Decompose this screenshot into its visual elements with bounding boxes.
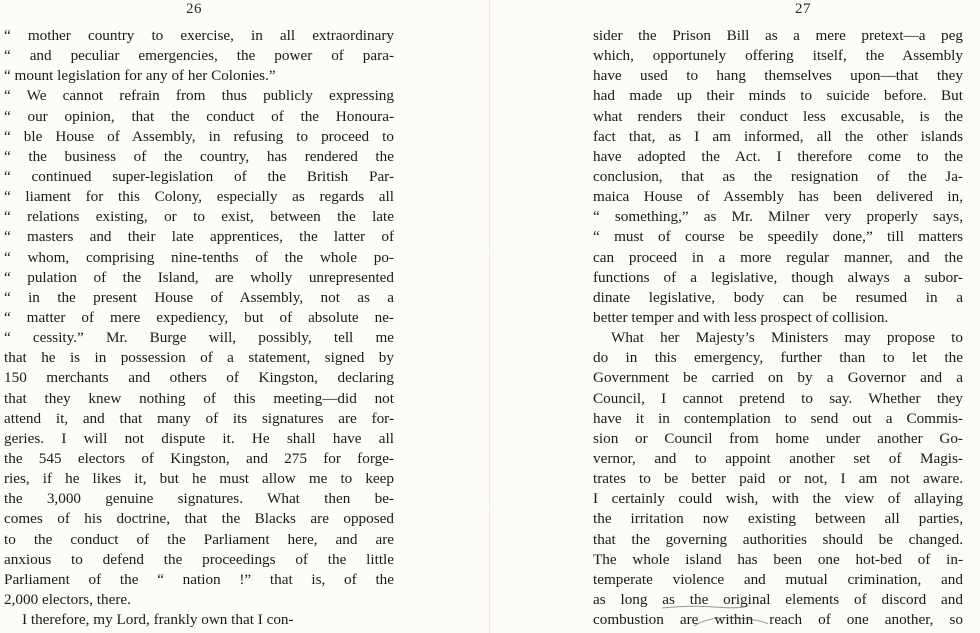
text-line: “ We cannot refrain from thus publicly expressing [4, 87, 394, 105]
text-line: that they knew nothing of this meeting—did not [4, 389, 394, 407]
text-line: which, opportunely offering itself, the Assembly [593, 47, 963, 65]
text-line: 2,000 electors, there. [4, 590, 131, 608]
text-line: “ whom, comprising nine-tenths of the whole po- [4, 248, 394, 266]
text-line: have used to hang themselves upon—that they [593, 67, 963, 85]
text-line: “ and peculiar emergencies, the power of para- [4, 47, 394, 65]
text-line: “ the business of the country, has rendered the [4, 147, 394, 165]
left-page-number: 26 [186, 1, 202, 17]
text-line: trates to be better paid or not, I am not aware. [593, 470, 963, 488]
text-line: that the governing authorities should be changed. [593, 530, 963, 548]
text-line: the 3,000 genuine signatures. What then be- [4, 490, 394, 508]
text-line: sion or Council from home under another Go- [593, 429, 963, 447]
text-line: “ something,” as Mr. Milner very properly says, [593, 208, 963, 226]
text-line: do in this emergency, further than to let the [593, 349, 963, 367]
text-line: “ pulation of the Island, are wholly unrepresented [4, 268, 394, 286]
text-line: “ liament for this Colony, especially as regards all [4, 188, 394, 206]
text-line: What her Majesty’s Ministers may propose to [611, 329, 963, 347]
text-line: have adopted the Act. I therefore come to the [593, 147, 963, 165]
text-line: “ in the present House of Assembly, not as a [4, 288, 394, 306]
left-page-text [4, 26, 394, 630]
text-line: Government be carried on by a Governor and a [593, 369, 963, 387]
text-line: combustion are within reach of one another, so [593, 611, 963, 629]
text-line: “ must of course be speedily done,” till matters [593, 228, 963, 246]
text-line: fact that, as I am informed, all the other islands [593, 127, 963, 145]
text-line: “ continued super-legislation of the British Par- [4, 167, 394, 185]
text-line: sider the Prison Bill as a mere pretext—a peg [593, 27, 963, 44]
text-line: “ relations existing, or to exist, between the late [4, 208, 394, 226]
text-line: conclusion, that as the resignation of the Ja- [593, 167, 963, 185]
text-line: temperate violence and mutual crimination, and [593, 570, 963, 588]
text-line: “ mount legislation for any of her Colonies.” [4, 67, 276, 85]
right-page [490, 0, 980, 633]
text-line: ries, if he likes it, but he must allow me to keep [4, 470, 394, 488]
text-line: attend it, and that many of its signatures are for- [4, 409, 394, 427]
text-line: the 545 electors of Kingston, and 275 for forge- [4, 449, 394, 467]
text-line: The whole island has been one hot-bed of in- [593, 550, 963, 568]
text-line: what renders their conduct less excusable, is the [593, 107, 963, 125]
text-line: anxious to defend the proceedings of the little [4, 550, 394, 568]
text-line: have it in contemplation to send out a Commis- [593, 409, 963, 427]
text-line: “ mother country to exercise, in all extraordinary [4, 27, 394, 44]
text-line: geries. I will not dispute it. He shall have all [4, 429, 394, 447]
text-line: “ ble House of Assembly, in refusing to proceed to [4, 127, 394, 145]
right-page-number: 27 [795, 1, 811, 17]
text-line: “ masters and their late apprentices, the latter of [4, 228, 394, 246]
text-line: had made up their minds to suicide before. But [593, 87, 963, 105]
text-line: that he is in possession of a statement, signed by [4, 349, 394, 367]
text-line: Council, I cannot pretend to say. Whether they [593, 389, 963, 407]
text-line: as long as the original elements of discord and [593, 590, 963, 608]
text-line: dinate legislative, body can be resumed in a [593, 288, 963, 306]
text-line: “ cessity.” Mr. Burge will, possibly, tell me [4, 329, 394, 347]
text-line: can proceed in a more regular manner, and the [593, 248, 963, 266]
text-line: comes of his doctrine, that the Blacks are opposed [4, 510, 394, 528]
text-line: maica House of Assembly has been delivered in, [593, 188, 963, 206]
text-line: I certainly could wish, with the view of allaying [593, 490, 963, 508]
text-line: the irritation now existing between all parties, [593, 510, 963, 528]
text-line: vernor, and to appoint another set of Magis- [593, 449, 963, 467]
text-line: “ matter of mere expediency, but of absolute ne- [4, 308, 394, 326]
text-line: better temper and with less prospect of collision. [593, 308, 889, 326]
right-page-text [593, 26, 963, 630]
text-line: “ our opinion, that the conduct of the Honoura- [4, 107, 394, 125]
text-line: functions of a legislative, though always a subor- [593, 268, 963, 286]
text-line: to the conduct of the Parliament here, and are [4, 530, 394, 548]
text-line: Parliament of the “ nation !” that is, of the [4, 570, 394, 588]
text-line: 150 merchants and others of Kingston, declaring [4, 369, 394, 387]
text-line: I therefore, my Lord, frankly own that I con- [22, 611, 294, 629]
